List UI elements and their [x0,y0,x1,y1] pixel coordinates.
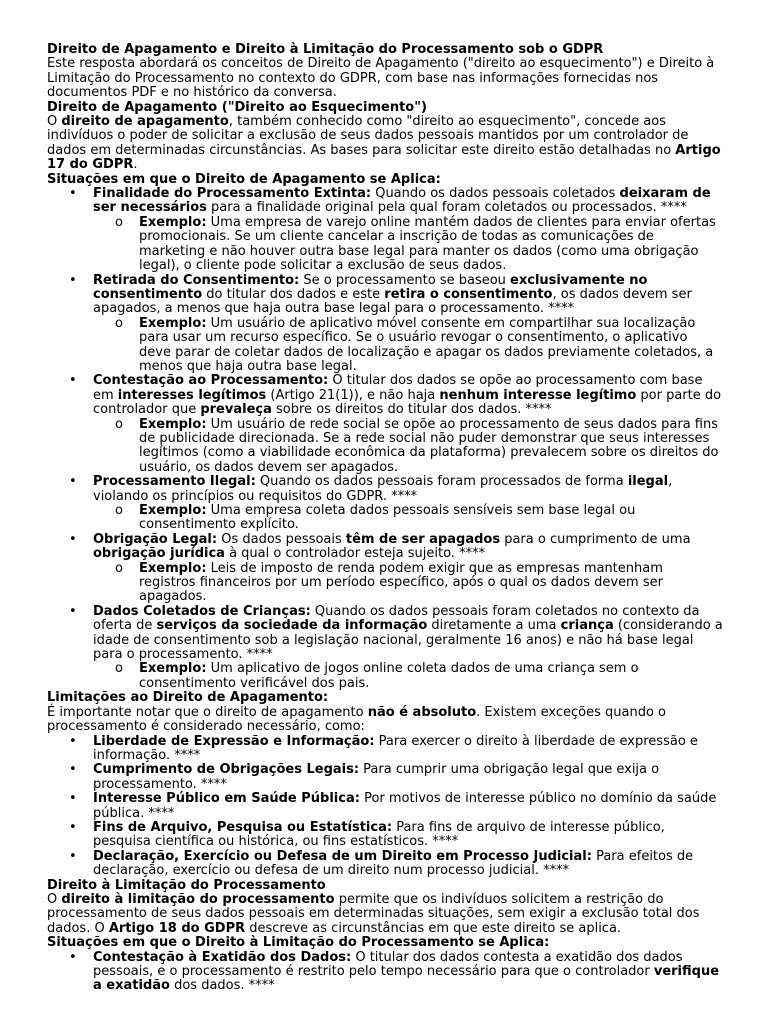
text-run: Um aplicativo de jogos online coleta dados de uma criança sem o consentimento verificável dos pais. [139,661,639,691]
list-item [47,735,723,764]
text-run: O titular dos dados contesta a exatidão dos dados pessoais, e o processamento é restrito pelo tempo necessário para que o controlador [93,949,683,979]
section-heading: Direito à Limitação do Processamento [47,877,326,893]
bold-text: nenhum interesse legítimo [439,387,637,403]
text-run: . [133,157,138,173]
document-title: Direito de Apagamento e Direito à Limitação do Processamento sob o GDPR [47,42,604,57]
bold-text: Obrigação Legal: [93,531,218,547]
list-item [47,533,723,562]
bold-text: Contestação à Exatidão dos Dados: [93,949,352,965]
bold-text: direito à limitação do processamento [61,891,335,907]
list-item [47,821,723,850]
text-run: por parte do controlador que [93,387,722,418]
bold-text: Dados Coletados de Crianças: [93,603,311,619]
bold-text: Liberdade de Expressão e Informação: [93,733,375,749]
bold-text: ilegal [627,474,669,490]
section-paragraph [47,706,723,735]
text-run: à qual o controlador esteja sujeito. **** [224,546,486,562]
bold-text: Exemplo: [139,661,207,677]
document-body [47,101,723,994]
section-heading: Situações em que o Direito de Apagamento se Aplica: [47,171,441,187]
text-run: sobre os direitos do titular dos dados. **** [271,402,552,418]
section-paragraph [47,893,723,936]
section-heading: Situações em que o Direito à Limitação do Processamento se Aplica: [47,935,550,951]
list-item [47,274,723,317]
list-item [47,792,723,821]
text-run: (considerando a idade de consentimento sob a legislação nacional, geralmente 16 anos) e não há base legal para o processamento. **** [93,618,723,663]
bold-text: Exemplo: [139,214,207,230]
bold-text: Exemplo: [139,315,207,331]
text-run: Quando os dados pessoais foram coletados no contexto da oferta de [93,603,700,634]
bold-text: retira o consentimento [384,286,553,302]
bold-text: não é absoluto [367,704,477,720]
text-run: diretamente a uma [427,618,561,634]
list-item [47,951,723,994]
text-run: É importante notar que o direito de apagamento [47,704,368,720]
text-run: Para exercer o direito à liberdade de expressão e informação. **** [93,733,698,763]
bold-text: prevaleça [200,402,272,418]
list-item [47,850,723,879]
sub-list-item [47,504,723,533]
intro-paragraph: Este resposta abordará os conceitos de Direito de Apagamento ("direito ao esquecimento") e Direito à Limitação do Processamento no contexto do GDPR, com base nas informações fornecidas nos documentos PDF e no histórico da conversa. [47,56,715,101]
bold-text: Interesse Público em Saúde Pública: [93,791,360,807]
bold-text: Cumprimento de Obrigações Legais: [93,762,360,778]
list-item [47,475,723,504]
bold-text: têm de ser apagados [345,531,501,547]
text-run: Quando os dados pessoais foram processados de forma [255,474,628,490]
section-heading: Limitações ao Direito de Apagamento: [47,690,329,706]
text-run: para o cumprimento de uma [500,531,691,547]
text-run: Uma empresa de varejo online mantém dados de clientes para enviar ofertas promocionais. Se um cliente cancelar a inscrição de todas as comunicações de marketing e não houver outra base legal para manter os dados (como uma obrigação legal), o cliente pode solicitar a exclusão de seus dados. [139,214,716,274]
text-run: Para efeitos de declaração, exercício ou defesa de um direito num processo judicial. **** [93,848,694,879]
bold-text: Declaração, Exercício ou Defesa de um Direito em Processo Judicial: [93,848,592,864]
text-run: O [47,891,62,907]
text-run: Por motivos de interesse público no domínio da saúde pública. **** [93,791,717,821]
bold-text: Finalidade do Processamento Extinta: [93,186,372,202]
bold-text: interesses legítimos [117,387,267,403]
text-run: para a finalidade original pela qual foram coletados ou processados. **** [206,200,687,216]
bold-text: Exemplo: [139,416,207,432]
text-run: Uma empresa coleta dados pessoais sensíveis sem base legal ou consentimento explícito. [139,503,636,533]
list-item [47,374,723,417]
section-heading: Direito de Apagamento ("Direito ao Esquecimento") [47,99,427,115]
bold-text: deixaram de ser necessários [93,186,711,216]
document-page [47,43,723,994]
text-run: Um usuário de aplicativo móvel consente em compartilhar sua localização para usar um recurso específico. Se o usuário revogar o consentimento, o aplicativo deve parar de coletar dados de localização e apagar os dados previamente coletados, a menos que haja outra base legal. [139,315,714,374]
text-run: permite que os indivíduos solicitem a restrição do processamento de seus dados pessoais em determinadas situações, sem exigir a exclusão total dos dados. O [47,891,700,936]
sub-list-item [47,418,723,476]
sub-list-item [47,317,723,375]
section-paragraph [47,115,723,173]
list-item [47,763,723,792]
bold-text: Retirada do Consentimento: [93,272,300,288]
bold-text: obrigação jurídica [93,546,225,562]
text-run: Para fins de arquivo de interesse público, pesquisa científica ou histórica, ou fins estatísticos. **** [93,819,665,850]
bullet-list [47,187,723,691]
text-run: Leis de imposto de renda podem exigir que as empresas mantenham registros financeiros por um período específico, após o qual os dados devem ser apagados. [139,560,663,605]
bold-text: verifique a exatidão [93,964,720,994]
sub-list-item [47,662,723,691]
bullet-list [47,951,723,994]
sub-list-item [47,216,723,274]
bold-text: Exemplo: [139,503,207,518]
bold-text: criança [560,618,614,634]
text-run: Quando os dados pessoais coletados [371,186,620,202]
text-run: , violando os princípios ou requisitos do GDPR. **** [93,474,673,504]
text-run: Para cumprir uma obrigação legal que exija o processamento. **** [93,762,660,792]
text-run: O [47,114,62,130]
bold-text: Exemplo: [139,560,207,576]
bold-text: direito de apagamento [61,114,229,130]
text-run: . Existem exceções quando o processamento é considerado necessário, como: [47,704,666,735]
bold-text: Processamento Ilegal: [93,474,256,490]
bold-text: Fins de Arquivo, Pesquisa ou Estatística: [93,819,393,835]
bold-text: serviços da sociedade da informação [156,618,428,634]
text-run: , os dados devem ser apagados, a menos que haja outra base legal para o processamento. **** [93,286,692,317]
text-run: Um usuário de rede social se opõe ao processamento de seus dados para fins de publicidade direcionada. Se a rede social não puder demonstrar que seus interesses legítimos (como a viabilidade econômica da plataforma) prevalecem sobre os direitos do usuário, os dados devem ser apagados. [139,416,719,475]
bold-text: exclusivamente no consentimento [93,272,648,302]
bold-text: Contestação ao Processamento: [93,373,329,389]
text-run: O titular dos dados se opõe ao processamento com base em [93,373,703,403]
text-run: , também conhecido como "direito ao esquecimento", concede aos indivíduos o poder de solicitar a exclusão de seus dados pessoais mantidos por um controlador de dados em determinadas circunstâncias. As bases para solicitar este direito estão detalhadas no [47,114,689,158]
text-run: do titular dos dados e este [202,286,385,302]
bullet-list [47,735,723,879]
text-run: dos dados. **** [169,978,275,994]
bold-text: Artigo 17 do GDPR [47,142,721,173]
text-run: descreve as circunstâncias em que este direito se aplica. [245,920,622,936]
text-run: (Artigo 21(1)), e não haja [266,387,440,403]
bold-text: Artigo 18 do GDPR [108,920,246,936]
text-run: Se o processamento se baseou [299,272,511,288]
sub-list-item [47,562,723,605]
list-item [47,605,723,663]
text-run: Os dados pessoais [217,531,346,547]
list-item [47,187,723,216]
